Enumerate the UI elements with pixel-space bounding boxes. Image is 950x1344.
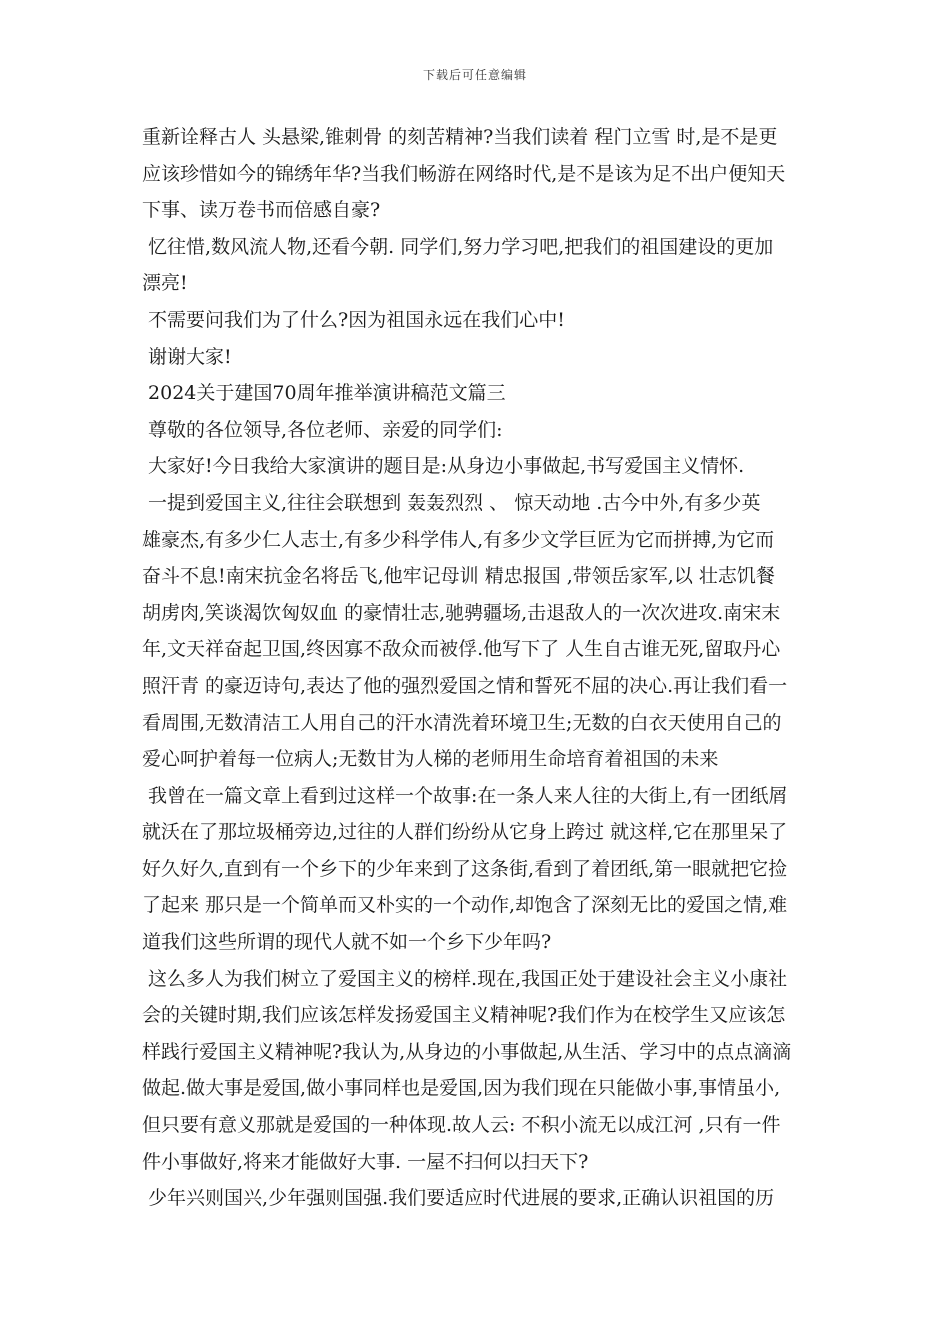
- document-body: [142, 119, 810, 1217]
- text-line: 就沃在了那垃圾桶旁边,过往的人群们纷纷从它身上跨过 就这样,它在那里呆了: [142, 821, 788, 844]
- text-line: 谢谢大家!: [142, 345, 232, 368]
- text-line: 我曾在一篇文章上看到过这样一个故事:在一条人来人往的大街上,有一团纸屑: [142, 784, 788, 807]
- text-line: 样践行爱国主义精神呢?我认为,从身边的小事做起,从生活、学习中的点点滴滴: [142, 1040, 792, 1063]
- text-line: 道我们这些所谓的现代人就不如一个乡下少年吗?: [142, 931, 552, 954]
- text-line: 了起来 那只是一个简单而又朴实的一个动作,却饱含了深刻无比的爱国之情,难: [142, 894, 788, 917]
- section-title: 2024关于建国70周年推举演讲稿范文篇三: [142, 382, 506, 405]
- text-line: 会的关键时期,我们应该怎样发扬爱国主义精神呢?我们作为在校学生又应该怎: [142, 1004, 786, 1027]
- text-line: 雄豪杰,有多少仁人志士,有多少科学伟人,有多少文学巨匠为它而拼搏,为它而: [142, 528, 775, 551]
- text-line: 重新诠释古人 头悬梁,锥刺骨 的刻苦精神?当我们读着 程门立雪 时,是不是更: [142, 126, 778, 148]
- text-line: 不需要问我们为了什么?因为祖国永远在我们心中!: [142, 308, 565, 331]
- text-line: 少年兴则国兴,少年强则国强.我们要适应时代进展的要求,正确认识祖国的历: [142, 1187, 775, 1210]
- text-line: 大家好!今日我给大家演讲的题目是:从身边小事做起,书写爱国主义情怀.: [142, 455, 745, 478]
- page-header: 下载后可任意编辑: [422, 68, 527, 82]
- text-line: 年,文天祥奋起卫国,终因寡不敌众而被俘.他写下了 人生自古谁无死,留取丹心: [142, 638, 781, 661]
- text-line: 胡虏肉,笑谈渴饮匈奴血 的豪情壮志,驰骋疆场,击退敌人的一次次进攻.南宋末: [142, 601, 781, 624]
- text-line: 忆往惜,数风流人物,还看今朝. 同学们,努力学习吧,把我们的祖国建设的更加: [142, 235, 774, 258]
- text-line: 爱心呵护着每一位病人;无数甘为人梯的老师用生命培育着祖国的未来: [142, 748, 719, 771]
- text-line: 漂亮!: [142, 272, 188, 295]
- text-line: 下事、读万卷书而倍感自豪?: [142, 199, 381, 222]
- text-line: 尊敬的各位领导,各位老师、亲爱的同学们:: [142, 418, 503, 441]
- text-line: 件小事做好,将来才能做好大事. 一屋不扫何以扫天下?: [142, 1150, 589, 1173]
- text-line: 做起.做大事是爱国,做小事同样也是爱国,因为我们现在只能做小事,事情虽小,: [142, 1077, 781, 1100]
- text-line: 好久好久,直到有一个乡下的少年来到了这条街,看到了着团纸,第一眼就把它捡: [142, 857, 788, 880]
- text-line: 应该珍惜如今的锦绣年华?当我们畅游在网络时代,是不是该为足不出户便知天: [142, 162, 786, 185]
- text-line: 这么多人为我们树立了爱国主义的榜样.现在,我国正处于建设社会主义小康社: [142, 967, 788, 990]
- text-line: 照汗青 的豪迈诗句,表达了他的强烈爱国之情和誓死不屈的决心.再让我们看一: [142, 674, 788, 697]
- text-line: 奋斗不息!南宋抗金名将岳飞,他牢记母训 精忠报国 ,带领岳家军,以 壮志饥餐: [142, 565, 775, 588]
- text-line: 但只要有意义那就是爱国的一种体现.故人云: 不积小流无以成江河 ,只有一件: [142, 1114, 781, 1137]
- text-line: 看周围,无数清洁工人用自己的汗水清洗着环境卫生;无数的白衣天使用自己的: [142, 711, 782, 734]
- text-line: 一提到爱国主义,往往会联想到 轰轰烈烈 、 惊天动地 .古今中外,有多少英: [142, 491, 761, 514]
